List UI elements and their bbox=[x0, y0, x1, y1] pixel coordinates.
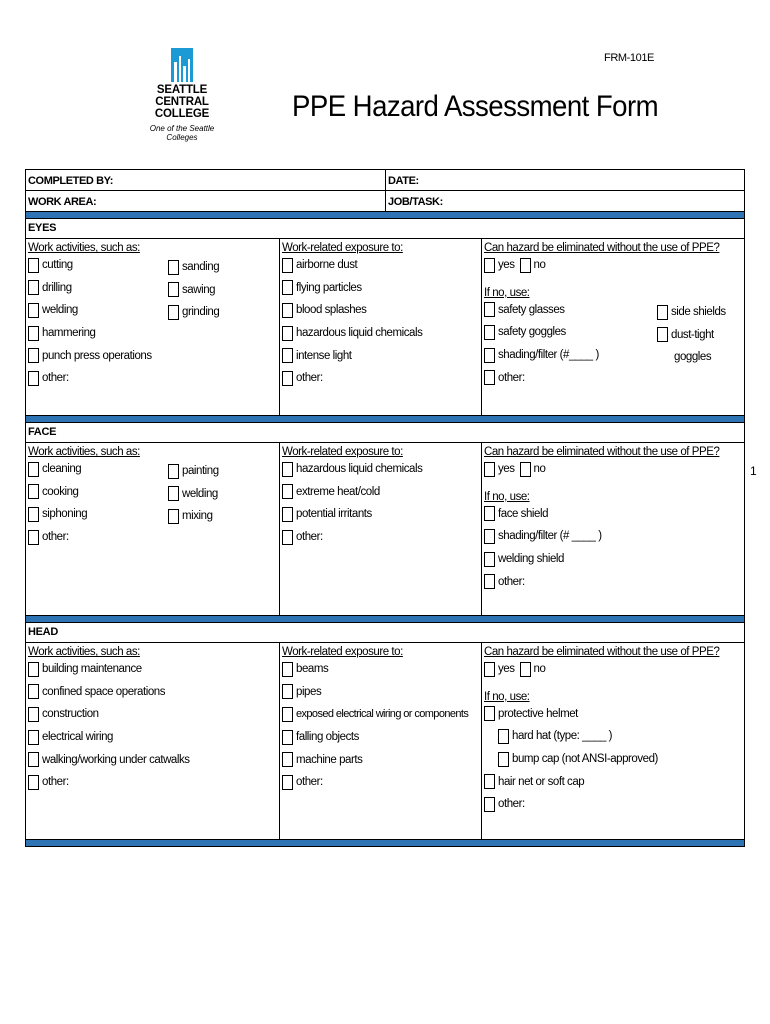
item-label: airborne dust bbox=[296, 259, 358, 272]
logo-tagline: One of the Seattle Colleges bbox=[149, 124, 215, 142]
checkbox-item[interactable] bbox=[282, 367, 481, 390]
item-label: welding bbox=[42, 304, 78, 317]
activities-heading: Work activities, such as: bbox=[28, 242, 140, 254]
item-label: intense light bbox=[296, 349, 352, 362]
face-section bbox=[25, 422, 745, 616]
checkbox-item[interactable] bbox=[28, 254, 279, 277]
item-label: cleaning bbox=[42, 463, 82, 476]
item-label: punch press operations bbox=[42, 349, 152, 362]
checkbox-icon[interactable] bbox=[168, 282, 179, 297]
checkbox-item[interactable] bbox=[28, 726, 279, 749]
checkbox-icon[interactable] bbox=[282, 371, 293, 386]
checkbox-icon[interactable] bbox=[484, 706, 495, 721]
checkbox-icon[interactable] bbox=[484, 797, 495, 812]
eliminate-question: Can hazard be eliminated without the use of PPE? bbox=[484, 646, 720, 658]
item-label: exposed electrical wiring or components bbox=[296, 708, 469, 721]
checkbox-item[interactable] bbox=[484, 748, 744, 771]
if-no-label: If no, use: bbox=[484, 490, 530, 503]
yes-no-row bbox=[484, 458, 744, 481]
item-label: hair net or soft cap bbox=[498, 775, 585, 788]
job-task-field[interactable]: JOB/TASK: bbox=[388, 196, 443, 208]
checkbox-item[interactable] bbox=[168, 505, 219, 528]
item-label: electrical wiring bbox=[42, 731, 113, 744]
checkbox-item[interactable] bbox=[28, 458, 279, 481]
checkbox-icon[interactable] bbox=[28, 662, 39, 677]
checkbox-icon[interactable] bbox=[28, 707, 39, 722]
section-title-face: FACE bbox=[26, 423, 744, 443]
item-label: siphoning bbox=[42, 508, 88, 521]
item-label: hammering bbox=[42, 327, 96, 340]
checkbox-item[interactable] bbox=[484, 503, 744, 526]
item-label: cutting bbox=[42, 259, 73, 272]
checkbox-icon[interactable] bbox=[484, 552, 495, 567]
item-label: side shields bbox=[671, 306, 726, 319]
checkbox-icon[interactable] bbox=[168, 509, 179, 524]
item-label: pipes bbox=[296, 685, 322, 698]
item-label: falling objects bbox=[296, 731, 359, 744]
item-label: blood splashes bbox=[296, 304, 367, 317]
checkbox-icon[interactable] bbox=[282, 462, 293, 477]
checkbox-item[interactable] bbox=[168, 483, 219, 506]
checkbox-item[interactable] bbox=[282, 681, 481, 704]
yes-label: yes bbox=[498, 463, 515, 476]
item-label: other: bbox=[296, 776, 323, 789]
skyline-logo-icon bbox=[171, 48, 193, 82]
checkbox-item[interactable] bbox=[282, 726, 481, 749]
checkbox-icon[interactable] bbox=[484, 302, 495, 317]
checkbox-item[interactable] bbox=[28, 344, 279, 367]
checkbox-icon[interactable] bbox=[28, 371, 39, 386]
checkbox-item[interactable] bbox=[484, 525, 744, 548]
checkbox-icon[interactable] bbox=[282, 707, 293, 722]
checkbox-icon[interactable] bbox=[484, 462, 495, 477]
eliminate-question: Can hazard be eliminated without the use of PPE? bbox=[484, 446, 720, 458]
checkbox-item[interactable] bbox=[282, 299, 481, 322]
section-divider bbox=[25, 840, 745, 847]
checkbox-icon[interactable] bbox=[168, 486, 179, 501]
checkbox-item[interactable] bbox=[28, 481, 279, 504]
item-label: painting bbox=[182, 465, 219, 478]
item-label: walking/working under catwalks bbox=[42, 753, 190, 766]
item-label: other: bbox=[42, 776, 69, 789]
checkbox-item[interactable] bbox=[282, 458, 481, 481]
head-exposures bbox=[280, 643, 482, 839]
item-label: shading/filter (# ____ ) bbox=[498, 530, 602, 543]
face-exposures bbox=[280, 443, 482, 615]
checkbox-item[interactable] bbox=[484, 770, 744, 793]
logo-line-2: COLLEGE bbox=[154, 108, 210, 120]
item-label: construction bbox=[42, 708, 99, 721]
checkbox-item[interactable] bbox=[282, 481, 481, 504]
item-label: other: bbox=[498, 575, 525, 588]
checkbox-icon[interactable] bbox=[28, 326, 39, 341]
no-label: no bbox=[533, 259, 546, 272]
checkbox-item[interactable] bbox=[28, 681, 279, 704]
checkbox-icon[interactable] bbox=[168, 464, 179, 479]
no-label: no bbox=[533, 663, 546, 676]
item-label: welding bbox=[182, 487, 218, 500]
item-label: flying particles bbox=[296, 281, 362, 294]
checkbox-icon[interactable] bbox=[282, 484, 293, 499]
face-ppe bbox=[482, 443, 744, 615]
checkbox-item[interactable] bbox=[282, 277, 481, 300]
item-label: shading/filter (#____ ) bbox=[498, 349, 599, 362]
completed-by-field[interactable]: COMPLETED BY: bbox=[26, 170, 386, 190]
checkbox-icon[interactable] bbox=[28, 730, 39, 745]
checkbox-item[interactable] bbox=[484, 793, 744, 816]
checkbox-icon[interactable] bbox=[282, 530, 293, 545]
checkbox-icon[interactable] bbox=[498, 729, 509, 744]
eyes-exposures bbox=[280, 239, 482, 415]
checkbox-icon[interactable] bbox=[28, 348, 39, 363]
checkbox-item[interactable] bbox=[484, 703, 744, 726]
checkbox-icon[interactable] bbox=[484, 774, 495, 789]
item-label: sanding bbox=[182, 261, 220, 274]
checkbox-item[interactable] bbox=[657, 324, 726, 347]
checkbox-icon[interactable] bbox=[282, 775, 293, 790]
checkbox-item[interactable] bbox=[168, 256, 219, 279]
checkbox-icon[interactable] bbox=[520, 462, 531, 477]
checkbox-icon[interactable] bbox=[484, 370, 495, 385]
checkbox-item[interactable] bbox=[282, 322, 481, 345]
college-logo bbox=[134, 48, 230, 142]
if-no-label: If no, use: bbox=[484, 286, 530, 299]
header-row-1 bbox=[25, 169, 745, 190]
yes-label: yes bbox=[498, 663, 515, 676]
face-activities-col2 bbox=[168, 460, 219, 528]
item-label: hard hat (type: ____ ) bbox=[512, 730, 613, 743]
checkbox-icon[interactable] bbox=[498, 752, 509, 767]
checkbox-icon[interactable] bbox=[168, 305, 179, 320]
item-label: safety glasses bbox=[498, 303, 565, 316]
checkbox-icon[interactable] bbox=[484, 529, 495, 544]
activities-heading: Work activities, such as: bbox=[28, 646, 140, 658]
checkbox-icon[interactable] bbox=[168, 260, 179, 275]
checkbox-icon[interactable] bbox=[28, 530, 39, 545]
item-label: welding shield bbox=[498, 553, 564, 566]
eyes-activities bbox=[26, 239, 280, 415]
eyes-ppe-col2 bbox=[657, 301, 726, 369]
item-label: grinding bbox=[182, 306, 220, 319]
eliminate-question: Can hazard be eliminated without the use of PPE? bbox=[484, 242, 720, 254]
checkbox-icon[interactable] bbox=[282, 730, 293, 745]
checkbox-item[interactable] bbox=[657, 301, 726, 324]
checkbox-icon[interactable] bbox=[484, 258, 495, 273]
logo-line-1: SEATTLE CENTRAL bbox=[155, 84, 209, 108]
checkbox-item[interactable] bbox=[28, 367, 279, 390]
checkbox-icon[interactable] bbox=[520, 662, 531, 677]
checkbox-item[interactable] bbox=[28, 658, 279, 681]
date-field[interactable]: DATE: bbox=[388, 175, 419, 187]
checkbox-icon[interactable] bbox=[282, 258, 293, 273]
checkbox-item[interactable] bbox=[282, 748, 481, 771]
checkbox-item[interactable] bbox=[282, 503, 481, 526]
checkbox-icon[interactable] bbox=[28, 258, 39, 273]
checkbox-icon[interactable] bbox=[282, 326, 293, 341]
item-label: dust-tight bbox=[671, 328, 714, 341]
item-label: mixing bbox=[182, 510, 213, 523]
checkbox-icon[interactable] bbox=[282, 684, 293, 699]
checkbox-icon[interactable] bbox=[28, 462, 39, 477]
eyes-activities-col2 bbox=[168, 256, 219, 324]
checkbox-item[interactable] bbox=[168, 460, 219, 483]
header-row-2 bbox=[25, 190, 745, 212]
checkbox-icon[interactable] bbox=[28, 303, 39, 318]
checkbox-item[interactable] bbox=[282, 703, 481, 726]
checkbox-icon[interactable] bbox=[657, 327, 668, 342]
page-number: 1 bbox=[750, 464, 757, 478]
checkbox-item[interactable] bbox=[484, 570, 744, 593]
item-label: face shield bbox=[498, 507, 549, 520]
item-label: other: bbox=[42, 531, 69, 544]
item-label: safety goggles bbox=[498, 326, 566, 339]
item-label: other: bbox=[498, 371, 525, 384]
form-id: FRM-101E bbox=[604, 52, 654, 64]
checkbox-item[interactable] bbox=[28, 503, 279, 526]
eyes-ppe bbox=[482, 239, 744, 415]
checkbox-icon[interactable] bbox=[484, 325, 495, 340]
face-activities bbox=[26, 443, 280, 615]
checkbox-item[interactable] bbox=[282, 344, 481, 367]
yes-no-row bbox=[484, 254, 744, 277]
section-title-eyes: EYES bbox=[26, 219, 744, 239]
item-label: confined space operations bbox=[42, 685, 166, 698]
item-label: building maintenance bbox=[42, 663, 142, 676]
item-label: beams bbox=[296, 663, 329, 676]
item-label: hazardous liquid chemicals bbox=[296, 327, 423, 340]
checkbox-icon[interactable] bbox=[282, 303, 293, 318]
item-label: machine parts bbox=[296, 753, 363, 766]
item-label: bump cap (not ANSI-approved) bbox=[512, 753, 658, 766]
item-label: sawing bbox=[182, 283, 216, 296]
item-label: other: bbox=[42, 372, 69, 385]
checkbox-icon[interactable] bbox=[28, 280, 39, 295]
page-title: PPE Hazard Assessment Form bbox=[292, 90, 659, 123]
checkbox-icon[interactable] bbox=[484, 662, 495, 677]
checkbox-item[interactable] bbox=[282, 254, 481, 277]
checkbox-item[interactable] bbox=[168, 279, 219, 302]
checkbox-item[interactable] bbox=[28, 526, 279, 549]
activities-heading: Work activities, such as: bbox=[28, 446, 140, 458]
item-label: protective helmet bbox=[498, 707, 578, 720]
no-label: no bbox=[533, 463, 546, 476]
item-label: other: bbox=[296, 372, 323, 385]
checkbox-item[interactable] bbox=[168, 301, 219, 324]
checkbox-icon[interactable] bbox=[484, 574, 495, 589]
item-label: other: bbox=[498, 798, 525, 811]
checkbox-icon[interactable] bbox=[28, 684, 39, 699]
item-label: cooking bbox=[42, 485, 79, 498]
checkbox-icon[interactable] bbox=[282, 662, 293, 677]
checkbox-item[interactable] bbox=[484, 725, 744, 748]
work-area-field[interactable]: WORK AREA: bbox=[26, 191, 386, 211]
checkbox-icon[interactable] bbox=[484, 506, 495, 521]
checkbox-item[interactable] bbox=[28, 703, 279, 726]
checkbox-icon[interactable] bbox=[282, 507, 293, 522]
item-label: goggles bbox=[674, 351, 712, 364]
exposure-heading: Work-related exposure to: bbox=[282, 646, 403, 658]
checkbox-item[interactable] bbox=[282, 658, 481, 681]
eyes-section bbox=[25, 218, 745, 416]
item-label: extreme heat/cold bbox=[296, 485, 380, 498]
yes-no-row bbox=[484, 658, 744, 681]
checkbox-icon[interactable] bbox=[282, 348, 293, 363]
item-continuation bbox=[657, 346, 726, 369]
checkbox-item[interactable] bbox=[28, 748, 279, 771]
checkbox-icon[interactable] bbox=[484, 348, 495, 363]
head-ppe bbox=[482, 643, 744, 839]
checkbox-item[interactable] bbox=[28, 277, 279, 300]
checkbox-item[interactable] bbox=[282, 771, 481, 794]
item-label: potential irritants bbox=[296, 508, 372, 521]
checkbox-item[interactable] bbox=[484, 548, 744, 571]
checkbox-icon[interactable] bbox=[28, 507, 39, 522]
checkbox-item[interactable] bbox=[282, 526, 481, 549]
exposure-heading: Work-related exposure to: bbox=[282, 446, 403, 458]
if-no-label: If no, use: bbox=[484, 690, 530, 703]
exposure-heading: Work-related exposure to: bbox=[282, 242, 403, 254]
head-activities bbox=[26, 643, 280, 839]
item-label: other: bbox=[296, 531, 323, 544]
section-title-head: HEAD bbox=[26, 623, 744, 643]
item-label: hazardous liquid chemicals bbox=[296, 463, 423, 476]
checkbox-icon[interactable] bbox=[28, 775, 39, 790]
yes-label: yes bbox=[498, 259, 515, 272]
item-label: drilling bbox=[42, 281, 72, 294]
checkbox-item[interactable] bbox=[28, 771, 279, 794]
checkbox-icon[interactable] bbox=[657, 305, 668, 320]
checkbox-icon[interactable] bbox=[520, 258, 531, 273]
checkbox-item[interactable] bbox=[28, 299, 279, 322]
checkbox-icon[interactable] bbox=[28, 752, 39, 767]
checkbox-icon[interactable] bbox=[282, 280, 293, 295]
checkbox-icon[interactable] bbox=[28, 484, 39, 499]
checkbox-icon[interactable] bbox=[282, 752, 293, 767]
checkbox-item[interactable] bbox=[484, 366, 744, 389]
assessment-form bbox=[25, 169, 745, 847]
checkbox-item[interactable] bbox=[28, 322, 279, 345]
head-section bbox=[25, 622, 745, 840]
